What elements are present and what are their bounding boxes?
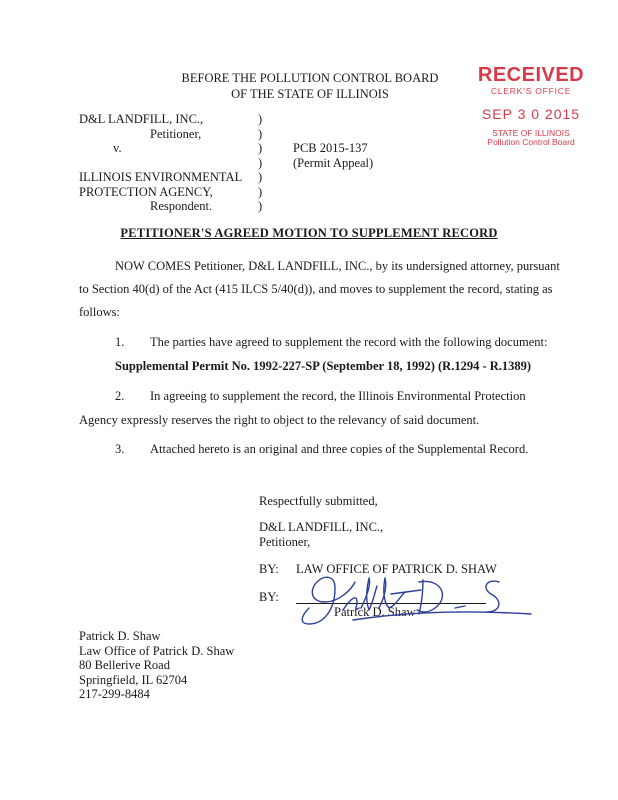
law-office-name: LAW OFFICE OF PATRICK D. SHAW <box>296 562 497 576</box>
paren: ) <box>258 126 263 141</box>
address-city: Springfield, IL 62704 <box>79 672 188 687</box>
supplemental-permit-reference: Supplemental Permit No. 1992-227-SP (September 18, 1992) (R.1294 - R.1389) <box>115 359 532 373</box>
item-1-number: 1. <box>115 335 125 349</box>
item-3-text: Attached hereto is an original and three copies of the Supplemental Record. <box>150 442 529 456</box>
paren: ) <box>258 184 263 199</box>
item-1-text: The parties have agreed to supplement the record with the following document: <box>150 335 548 349</box>
attorney-address <box>79 629 234 702</box>
stamp-clerks-office: CLERK'S OFFICE <box>490 86 572 96</box>
address-phone: 217-299-8484 <box>79 687 150 701</box>
intro-line-1: NOW COMES Petitioner, D&L LANDFILL, INC., by its undersigned attorney, pursuant <box>115 259 560 273</box>
address-firm: Law Office of Patrick D. Shaw <box>79 643 235 658</box>
paren: ) <box>258 155 263 170</box>
caption-petitioner-name: D&L LANDFILL, INC., <box>79 112 204 126</box>
caption-respondent-role: Respondent. <box>150 199 213 213</box>
caption-versus: v. <box>113 141 122 155</box>
signature-party: D&L LANDFILL, INC., <box>259 520 384 534</box>
intro-line-2: to Section 40(d) of the Act (415 ILCS 5/40(d)), and moves to supplement the record, stating as <box>79 282 553 296</box>
paren: ) <box>258 141 263 155</box>
case-type: (Permit Appeal) <box>293 155 374 170</box>
signature-role: Petitioner, <box>259 535 311 549</box>
motion-title: PETITIONER'S AGREED MOTION TO SUPPLEMENT RECORD <box>120 226 498 240</box>
item-3-number: 3. <box>115 442 125 456</box>
caption-petitioner-role: Petitioner, <box>150 126 202 141</box>
handwritten-signature <box>295 568 535 628</box>
caption-respondent-name-1: ILLINOIS ENVIRONMENTAL <box>79 170 243 184</box>
paren: ) <box>258 199 263 213</box>
caption-parens <box>258 112 262 214</box>
paren: ) <box>258 170 263 184</box>
stamp-date: SEP 3 0 2015 <box>481 106 581 122</box>
item-2-number: 2. <box>115 389 125 403</box>
closing: Respectfully submitted, <box>259 494 378 508</box>
board-title-line1: BEFORE THE POLLUTION CONTROL BOARD <box>181 71 439 85</box>
address-street: 80 Bellerive Road <box>79 658 170 672</box>
board-title-line2: OF THE STATE OF ILLINOIS <box>231 87 389 101</box>
item-2-continuation: Agency expressly reserves the right to object to the relevancy of said document. <box>79 413 480 427</box>
by-label-2: BY: <box>259 590 279 604</box>
stamp-state: STATE OF ILLINOIS <box>492 128 570 138</box>
stamp-received: RECEIVED <box>477 64 585 86</box>
intro-line-3: follows: <box>79 305 120 319</box>
received-stamp <box>468 64 594 147</box>
item-2-text: In agreeing to supplement the record, the Illinois Environmental Protection <box>150 389 526 403</box>
stamp-board: Pollution Control Board <box>487 137 575 147</box>
case-number: PCB 2015-137 <box>293 141 368 155</box>
signer-name: Patrick D. Shaw <box>334 605 416 619</box>
caption-respondent-name-2: PROTECTION AGENCY, <box>79 184 213 199</box>
paren: ) <box>258 112 263 126</box>
by-label-1: BY: <box>259 562 279 576</box>
board-title <box>150 70 470 102</box>
address-name: Patrick D. Shaw <box>79 629 161 643</box>
